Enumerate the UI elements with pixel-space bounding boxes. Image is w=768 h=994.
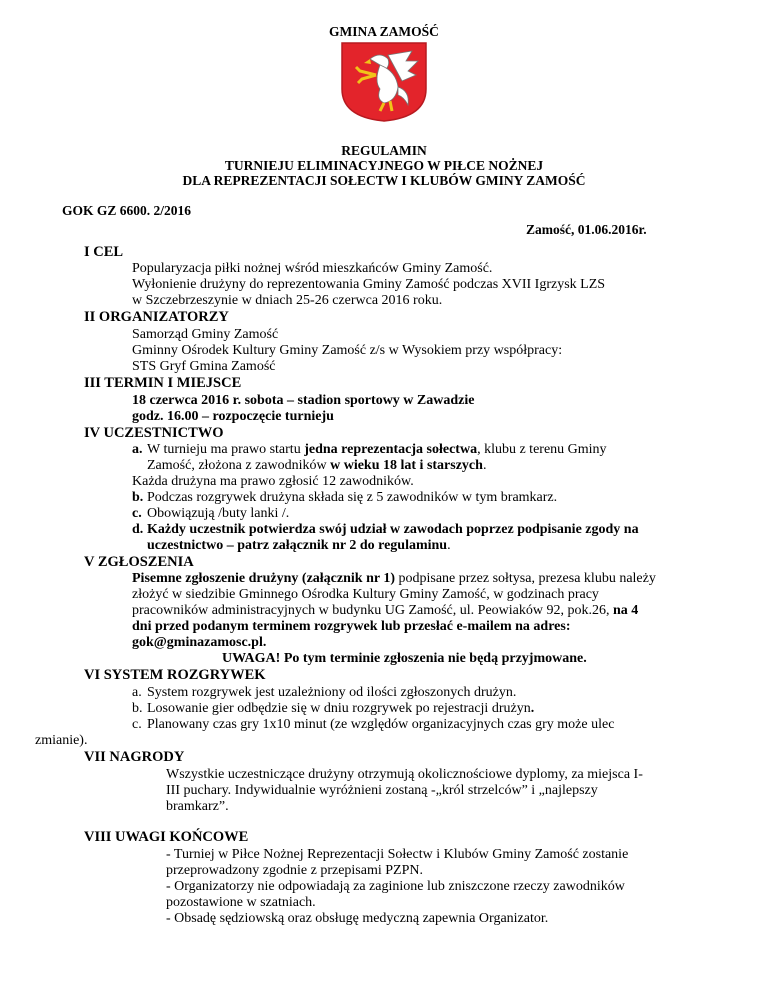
event-start-time: godz. 16.00 – rozpoczęcie turnieju	[132, 409, 334, 424]
list-marker-b: b.	[132, 701, 143, 716]
section-heading-uwagi: VIII UWAGI KOŃCOWE	[84, 829, 249, 845]
system-a: System rozgrywek jest uzależniony od ilości zgłoszonych drużyn.	[147, 685, 517, 700]
doc-subtitle-1: TURNIEJU ELIMINACYJNEGO W PIŁCE NOŻNEJ	[224, 158, 544, 173]
prizes-line-2: III puchary. Indywidualnie wyróżnieni zostaną -„król strzelców” i „najlepszy	[166, 783, 598, 798]
organizer-line-1: Samorząd Gminy Zamość	[132, 327, 279, 342]
doc-title: REGULAMIN	[341, 143, 427, 158]
remarks-line-4: pozostawione w szatniach.	[166, 895, 316, 910]
cel-line-2: Wyłonienie drużyny do reprezentowania Gminy Zamość podczas XVII Igrzysk LZS	[132, 277, 606, 292]
section-heading-nagrody: VII NAGRODY	[84, 749, 185, 765]
document-date: Zamość, 01.06.2016r.	[526, 222, 647, 237]
list-marker-a: a.	[132, 685, 142, 700]
list-marker-c: c.	[132, 506, 142, 521]
section-heading-uczestnictwo: IV UCZESTNICTWO	[84, 425, 224, 441]
registration-line-3: pracowników administracyjnych w budynku UG Zamość, ul. Peowiaków 92, pok.26, na 4	[132, 603, 639, 618]
list-marker-b: b.	[132, 490, 144, 505]
cel-line-3: w Szczebrzeszynie w dniach 25-26 czerwca 2016 roku.	[132, 293, 443, 308]
section-heading-system: VI SYSTEM ROZGRYWEK	[84, 667, 266, 683]
cel-line-1: Popularyzacja piłki nożnej wśród mieszkańców Gminy Zamość.	[132, 261, 493, 276]
registration-line-4: dni przed podanym terminem rozgrywek lub przesłać e-mailem na adres:	[132, 619, 571, 634]
organizer-line-2: Gminny Ośrodek Kultury Gminy Zamość z/s w Wysokiem przy współpracy:	[132, 343, 563, 358]
participation-a-line-1: W turnieju ma prawo startu jedna reprezentacja sołectwa, klubu z terenu Gminy	[147, 442, 607, 457]
remarks-line-5: - Obsadę sędziowską oraz obsługę medyczną zapewnia Organizator.	[166, 911, 549, 926]
remarks-line-3: - Organizatorzy nie odpowiadają za zaginione lub zniszczone rzeczy zawodników	[166, 879, 625, 894]
system-c-line-2: zmianie).	[35, 733, 88, 748]
participation-a-line-2: Zamość, złożona z zawodników w wieku 18 lat i starszych.	[147, 458, 487, 473]
registration-email: gok@gminazamosc.pl.	[132, 635, 267, 650]
reference-number: GOK GZ 6600. 2/2016	[62, 203, 192, 218]
list-marker-a: a.	[132, 442, 143, 457]
participation-b: Podczas rozgrywek drużyna składa się z 5 zawodników w tym bramkarz.	[147, 490, 558, 505]
registration-line-1: Pisemne zgłoszenie drużyny (załącznik nr 1) podpisane przez sołtysa, prezesa klubu należy	[132, 571, 656, 586]
list-marker-c: c.	[132, 717, 142, 732]
section-heading-termin: III TERMIN I MIEJSCE	[84, 375, 242, 391]
registration-line-2: złożyć w siedzibie Gminnego Ośrodka Kultury Gminy Zamość, w godzinach pracy	[132, 587, 599, 602]
event-date-place: 18 czerwca 2016 r. sobota – stadion sportowy w Zawadzie	[132, 393, 475, 408]
participation-d-line-1: Każdy uczestnik potwierdza swój udział w zawodach poprzez podpisanie zgody na	[147, 522, 639, 537]
system-b: Losowanie gier odbędzie się w dniu rozgrywek po rejestracji drużyn.	[147, 701, 535, 716]
section-heading-zgloszenia: V ZGŁOSZENIA	[84, 554, 194, 570]
prizes-line-3: bramkarz”.	[166, 799, 229, 814]
participation-c: Obowiązują /buty lanki /.	[147, 506, 290, 521]
municipality-name: GMINA ZAMOŚĆ	[329, 24, 439, 39]
organizer-line-3: STS Gryf Gmina Zamość	[132, 359, 276, 374]
participation-d-line-2: uczestnictwo – patrz załącznik nr 2 do regulaminu.	[147, 538, 451, 553]
coat-of-arms-griffin-icon	[340, 41, 428, 123]
participation-team-size: Każda drużyna ma prawo zgłosić 12 zawodników.	[132, 474, 414, 489]
prizes-line-1: Wszystkie uczestniczące drużyny otrzymują okolicznościowe dyplomy, za miejsca I-	[166, 767, 643, 782]
section-heading-cel: I CEL	[84, 244, 124, 260]
registration-warning: UWAGA! Po tym terminie zgłoszenia nie będą przyjmowane.	[222, 651, 587, 666]
doc-subtitle-2: DLA REPREZENTACJI SOŁECTW I KLUBÓW GMINY ZAMOŚĆ	[182, 173, 586, 188]
system-c-line-1: Planowany czas gry 1x10 minut (ze względów organizacyjnych czas gry może ulec	[147, 717, 615, 732]
remarks-line-1: - Turniej w Piłce Nożnej Reprezentacji Sołectw i Klubów Gminy Zamość zostanie	[166, 847, 629, 862]
section-heading-organizatorzy: II ORGANIZATORZY	[84, 309, 229, 325]
remarks-line-2: przeprowadzony zgodnie z przepisami PZPN.	[166, 863, 423, 878]
list-marker-d: d.	[132, 522, 144, 537]
